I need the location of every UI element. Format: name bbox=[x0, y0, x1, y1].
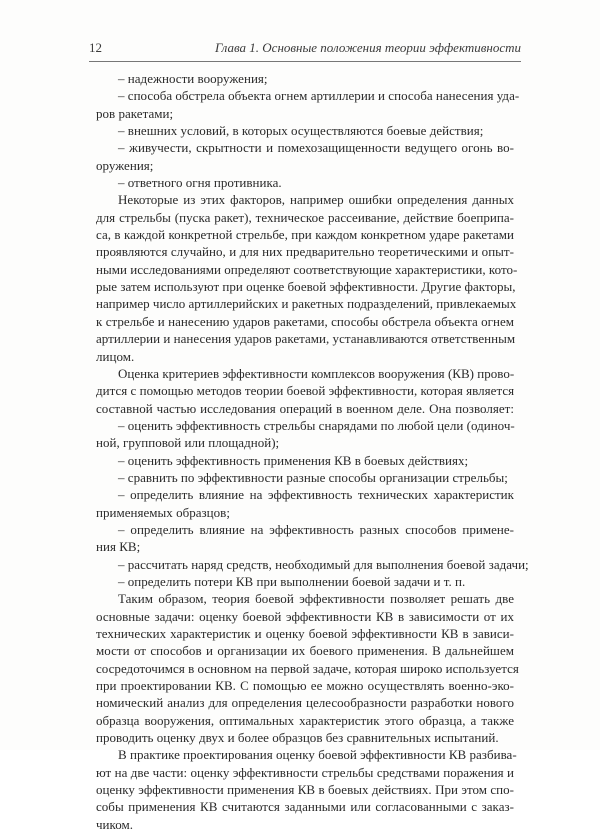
text-line: Некоторые из этих факторов, например ошибки определения данных bbox=[118, 192, 514, 208]
text-line: применяемых образцов; bbox=[96, 504, 230, 520]
text-line: для стрельбы (пуска ракет), техническое рассеивание, действие боеприпа- bbox=[96, 209, 514, 225]
text-line: мости от способов и организации их боевого применения. В дальнейшем bbox=[96, 643, 514, 659]
text-line: – определить потери КВ при выполнении боевой задачи и т. п. bbox=[118, 573, 466, 589]
text-line: – рассчитать наряд средств, необходимый для выполнения боевой задачи; bbox=[118, 556, 529, 572]
text-line: образца вооружения, оптимальных характеристик этого образца, а также bbox=[96, 712, 514, 728]
header-rule bbox=[89, 61, 521, 62]
text-line: Оценка критериев эффективности комплексов вооружения (КВ) прово- bbox=[118, 365, 515, 381]
text-line: – надежности вооружения; bbox=[118, 71, 268, 86]
text-line: номический анализ для определения целесообразности разработки нового bbox=[96, 695, 514, 711]
text-line: рые затем используют при оценке боевой эффективности. Другие факторы, bbox=[96, 279, 516, 295]
text-line: – живучести, скрытности и помехозащищенности ведущего огонь во- bbox=[118, 140, 514, 156]
text-line: например число артиллерийских и ракетных подразделений, привлекаемых bbox=[96, 296, 517, 312]
text-line: ров ракетами; bbox=[96, 105, 174, 121]
text-line: – оценить эффективность применения КВ в боевых действиях; bbox=[118, 452, 469, 468]
text-line: ной, групповой или площадной); bbox=[96, 435, 280, 451]
text-line: – сравнить по эффективности разные способы организации стрельбы; bbox=[118, 469, 508, 485]
text-line: проводить оценку двух и более образцов без сравнительных испытаний. bbox=[96, 730, 499, 746]
text-line: составной частью исследования операций в военном деле. Она позволяет: bbox=[96, 400, 514, 416]
text-line: Таким образом, теория боевой эффективности позволяет решать две bbox=[118, 591, 514, 607]
running-head bbox=[89, 40, 521, 60]
text-line: основные задачи: оценку боевой эффективности КВ в зависимости от их bbox=[96, 608, 514, 624]
text-line: к стрельбе и нанесению ударов ракетами, способы обстрела объекта огнем bbox=[96, 313, 514, 329]
text-line: сосредоточимся в основном на первой задаче, которая широко используется bbox=[96, 660, 519, 676]
text-line: – внешних условий, в которых осуществляются боевые действия; bbox=[118, 123, 484, 139]
body-text bbox=[96, 70, 529, 833]
text-line: лицом. bbox=[96, 348, 135, 364]
text-line: собы применения КВ считаются заданными или согласованными с заказ- bbox=[96, 799, 514, 815]
chapter-title: Глава 1. Основные положения теории эффективности bbox=[214, 40, 521, 55]
text-line: оценку эффективности применения КВ в боевых действиях. При этом спо- bbox=[96, 782, 514, 798]
text-line: технических характеристик и оценку боевой эффективности КВ в зависи- bbox=[96, 626, 514, 641]
text-line: чиком. bbox=[96, 816, 133, 832]
text-line: са, в каждой конкретной стрельбе, при каждом конкретном ударе ракетами bbox=[96, 227, 514, 243]
text-line: ния КВ; bbox=[96, 539, 141, 555]
text-line: ными исследованиями определяют соответствующие характеристики, кото- bbox=[96, 261, 518, 277]
text-line: оружения; bbox=[96, 157, 154, 173]
text-line: при проектировании КВ. С помощью ее можно осуществлять военно-эко- bbox=[96, 678, 514, 694]
text-line: проявляются случайно, и для них предварительно теоретическими и опыт- bbox=[96, 244, 514, 260]
text-line: В практике проектирования оценку боевой эффективности КВ разбива- bbox=[118, 747, 517, 763]
text-line: – определить влияние на эффективность разных способов примене- bbox=[118, 521, 514, 537]
text-line: – ответного огня противника. bbox=[118, 175, 282, 191]
text-line: ют на две части: оценку эффективности стрельбы средствами поражения и bbox=[96, 764, 514, 780]
text-line: – способа обстрела объекта огнем артиллерии и способа нанесения уда- bbox=[118, 88, 520, 104]
text-line: дится с помощью методов теории боевой эффективности, которая является bbox=[96, 383, 515, 399]
text-line: – определить влияние на эффективность технических характеристик bbox=[118, 487, 514, 503]
page-number: 12 bbox=[89, 40, 102, 55]
text-line: – оценить эффективность стрельбы снарядами по любой цели (одиноч- bbox=[118, 417, 515, 433]
text-line: артиллерии и нанесения ударов ракетами, устанавливаются ответственным bbox=[96, 331, 516, 347]
